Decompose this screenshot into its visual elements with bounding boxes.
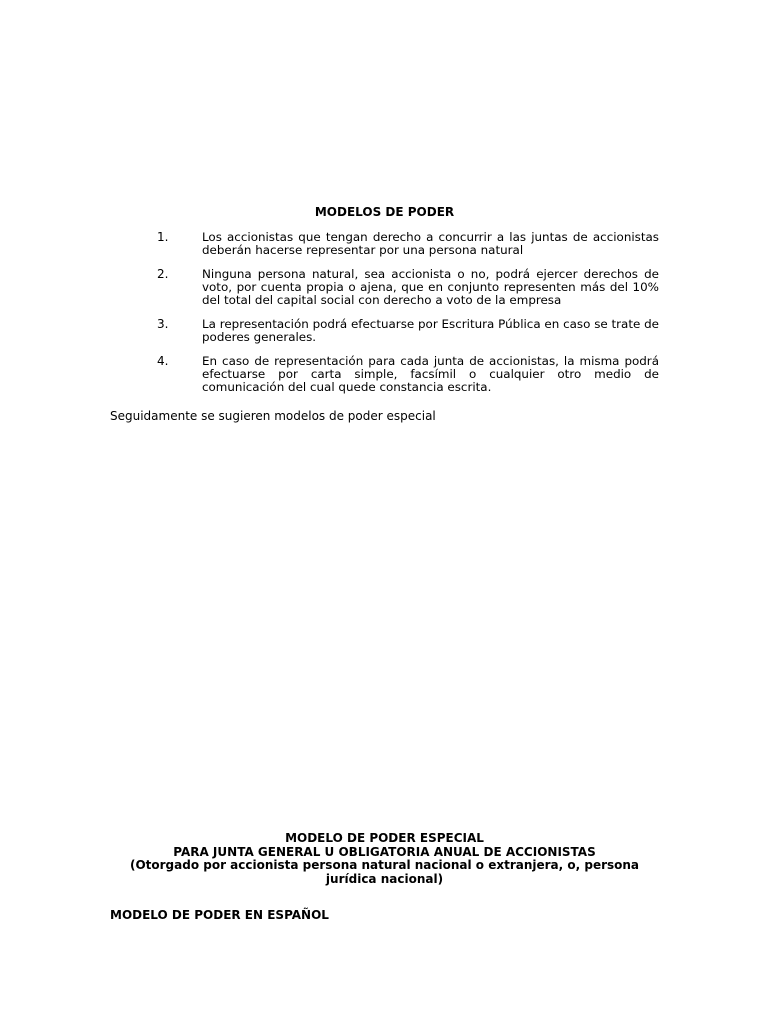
model-header-line-1: MODELO DE PODER ESPECIAL [285,831,484,845]
list-item-text: En caso de representación para cada junta de accionistas, la misma podrá efectuarse por carta simple, facsímil o cualquier otro medio de comunicación del cual quede constancia escrita. [202,354,659,394]
list-item-text: Los accionistas que tengan derecho a concurrir a las juntas de accionistas deberán hacerse representar por una persona natural [202,230,659,257]
rules-list [110,231,659,405]
model-header-line-2: PARA JUNTA GENERAL U OBLIGATORIA ANUAL DE ACCIONISTAS [173,844,596,859]
model-header [110,832,659,886]
intro-paragraph: Seguidamente se sugieren modelos de poder especial [110,409,436,423]
list-item-number: 4. [157,354,169,368]
model-header-line-3: (Otorgado por accionista persona natural nacional o extranjera, o, persona jurídica nacional) [129,858,640,886]
list-item-number: 1. [157,230,169,244]
list-item [110,231,659,257]
list-item-number: 2. [157,267,169,281]
list-item-text: La representación podrá efectuarse por Escritura Pública en caso se trate de poderes generales. [202,317,659,344]
list-item [110,318,659,344]
list-item-text: Ninguna persona natural, sea accionista o no, podrá ejercer derechos de voto, por cuenta propia o ajena, que en conjunto representen más del 10% del total del capital social con derecho a voto de la empresa [202,267,659,307]
section-title: MODELO DE PODER EN ESPAÑOL [110,908,329,922]
list-item [110,355,659,394]
list-item [110,268,659,307]
document-title: MODELOS DE PODER [314,205,455,219]
list-item-number: 3. [157,317,169,331]
